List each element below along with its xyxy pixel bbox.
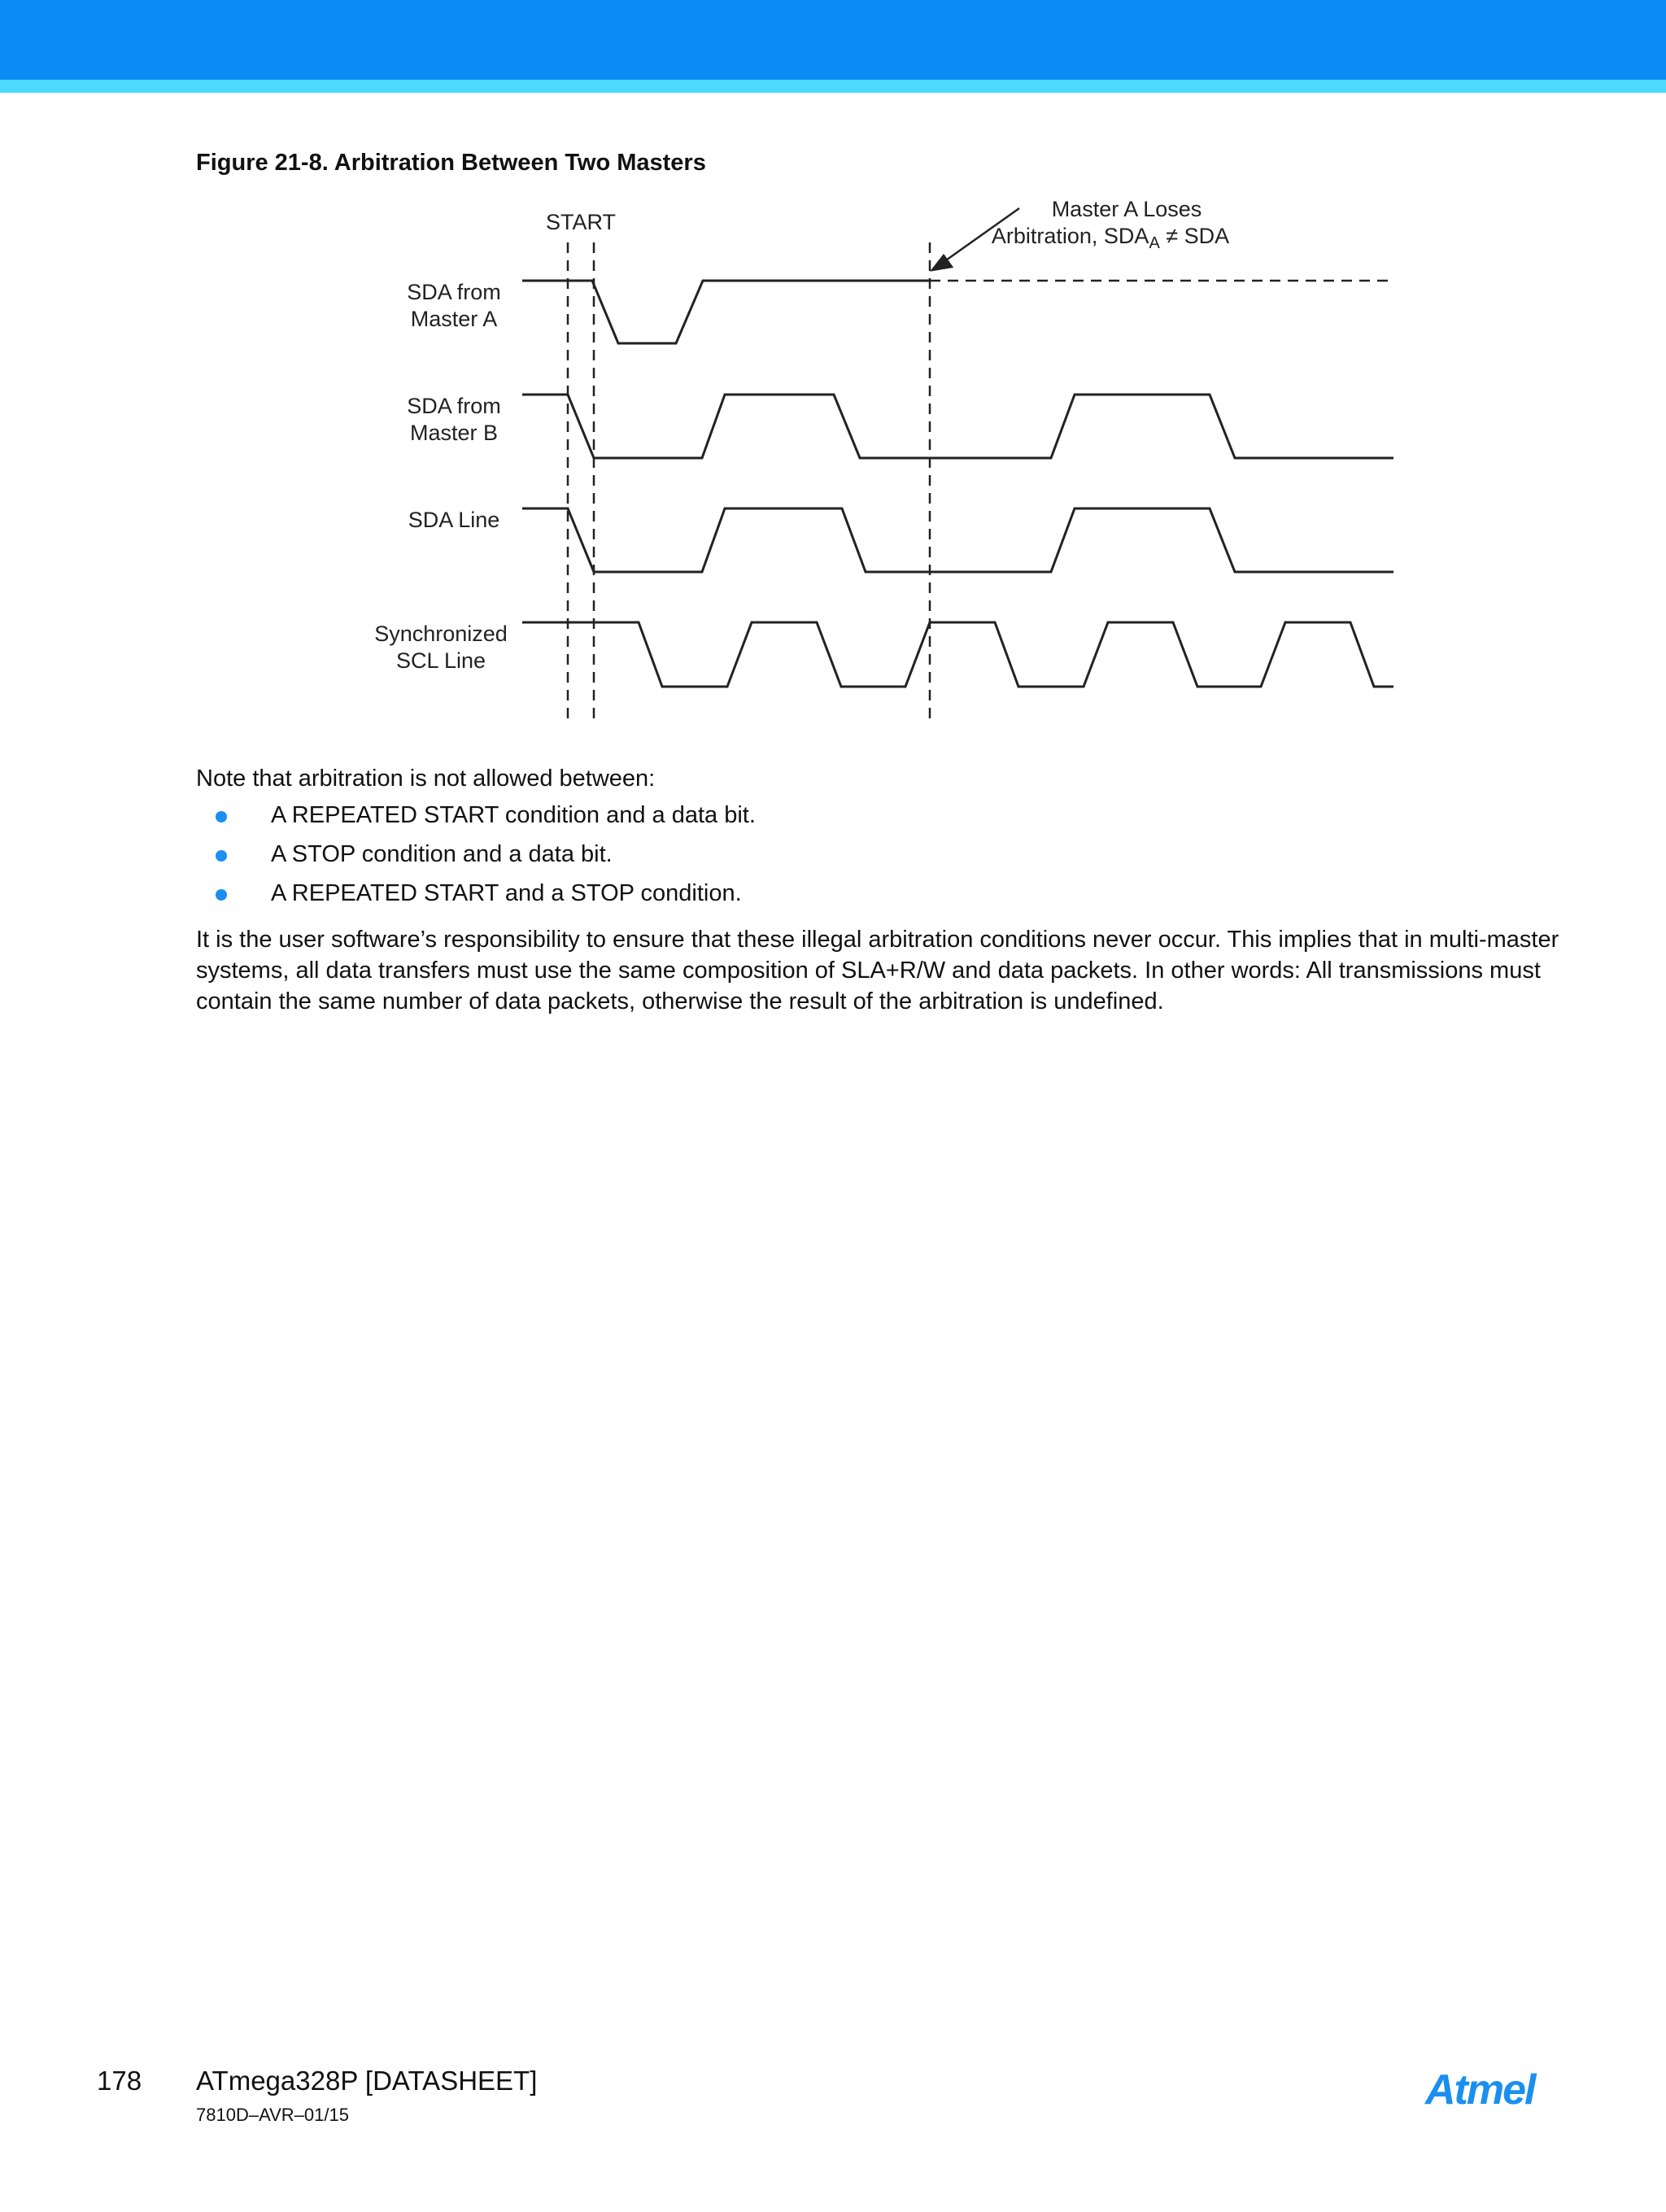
body-paragraph: It is the user software’s responsibility to ensure that these illegal arbitration conditions never occur. This implies that in multi-master systems, all data transfers must use the same composition of SLA+R/W and data packets. In other words: All transmissions must contain the same number of data packets, otherwise the result of the arbitration is undefined. xyxy=(196,927,1559,1014)
waveform-sda-line xyxy=(522,508,1393,572)
signal-label-sda-b-1: SDA from xyxy=(407,394,501,418)
figure-title: Figure 21-8. Arbitration Between Two Masters xyxy=(196,150,706,176)
page-number: 178 xyxy=(97,2066,142,2096)
signal-label-scl-2: SCL Line xyxy=(395,648,486,673)
signal-label-sda-b-2: Master B xyxy=(409,421,499,445)
signal-label-sda-line: SDA Line xyxy=(408,508,500,532)
waveform-sda-master-b xyxy=(522,395,1393,458)
atmel-logo-text: Atmel xyxy=(1425,2066,1535,2114)
signal-label-sda-a-2: Master A xyxy=(410,307,498,331)
callout-line2: Arbitration, $SDA_A$ ≠ SDA xyxy=(991,224,1230,252)
callout-line1: Master A Loses xyxy=(1051,197,1202,221)
note-text: Note that arbitration is not allowed between: xyxy=(196,766,656,792)
atmel-logo xyxy=(1424,2065,1570,2114)
bullet-icon xyxy=(216,811,227,822)
start-label: START xyxy=(545,210,617,234)
bullet-icon xyxy=(216,850,227,862)
document-code: 7810D–AVR–01/15 xyxy=(196,2105,349,2125)
signal-label-scl-1: Synchronized xyxy=(374,622,508,646)
waveform-scl-line xyxy=(522,622,1393,687)
header-band xyxy=(0,0,1666,80)
bullet-icon xyxy=(216,889,227,901)
signal-label-sda-a-1: SDA from xyxy=(407,280,501,304)
document-title: ATmega328P [DATASHEET] xyxy=(196,2066,538,2096)
waveform-sda-master-a xyxy=(522,281,930,343)
header-accent-band xyxy=(0,80,1666,93)
timing-diagram xyxy=(0,187,1666,740)
